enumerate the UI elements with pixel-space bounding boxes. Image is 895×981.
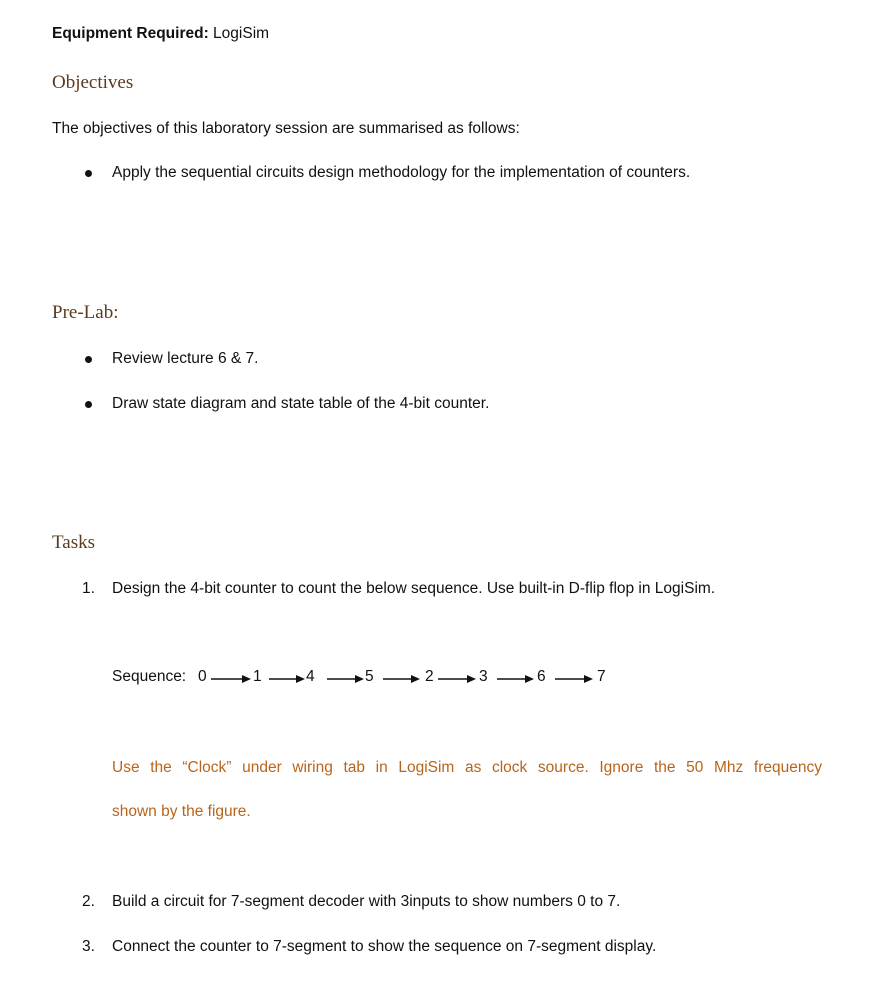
clock-note-line-1: Use the “Clock” under wiring tab in LogiSim as clock source. Ignore the 50 Mhz frequency bbox=[112, 759, 822, 776]
task-number: 2. bbox=[82, 893, 95, 910]
arrow-right-icon bbox=[438, 674, 476, 684]
sequence-value: 7 bbox=[597, 668, 606, 685]
arrow-right-icon bbox=[211, 674, 251, 684]
sequence-value: 1 bbox=[253, 668, 262, 685]
sequence-value: 6 bbox=[537, 668, 546, 685]
objectives-intro: The objectives of this laboratory session are summarised as follows: bbox=[52, 120, 520, 137]
equipment-line bbox=[52, 25, 269, 43]
task-number: 1. bbox=[82, 580, 95, 597]
sequence-label: Sequence: bbox=[112, 668, 187, 685]
prelab-heading: Pre-Lab: bbox=[52, 302, 119, 323]
sequence-value: 3 bbox=[479, 668, 488, 685]
sequence-value: 5 bbox=[365, 668, 374, 685]
arrow-right-icon bbox=[269, 674, 305, 684]
clock-note-line-2: shown by the figure. bbox=[112, 803, 251, 820]
task-text: Build a circuit for 7-segment decoder with 3inputs to show numbers 0 to 7. bbox=[112, 893, 621, 910]
sequence-value: 4 bbox=[306, 668, 315, 685]
task-text: Design the 4-bit counter to count the below sequence. Use built-in D-flip flop in LogiSim. bbox=[112, 580, 716, 597]
task-text: Connect the counter to 7-segment to show the sequence on 7-segment display. bbox=[112, 938, 657, 955]
objective-item: Apply the sequential circuits design methodology for the implementation of counters. bbox=[112, 164, 691, 181]
sequence-value: 2 bbox=[425, 668, 434, 685]
prelab-item: Draw state diagram and state table of the 4-bit counter. bbox=[112, 395, 490, 412]
arrow-right-icon bbox=[327, 674, 364, 684]
bullet-icon bbox=[85, 170, 92, 177]
equipment-label: Equipment Required: bbox=[52, 25, 209, 42]
arrow-right-icon bbox=[497, 674, 534, 684]
prelab-item: Review lecture 6 & 7. bbox=[112, 350, 259, 367]
arrow-right-icon bbox=[555, 674, 593, 684]
bullet-icon bbox=[85, 356, 92, 363]
equipment-value: LogiSim bbox=[213, 25, 270, 42]
tasks-heading: Tasks bbox=[52, 532, 96, 553]
objectives-heading: Objectives bbox=[52, 72, 134, 93]
arrow-right-icon bbox=[383, 674, 420, 684]
task-number: 3. bbox=[82, 938, 95, 955]
bullet-icon bbox=[85, 401, 92, 408]
sequence-value: 0 bbox=[198, 668, 207, 685]
